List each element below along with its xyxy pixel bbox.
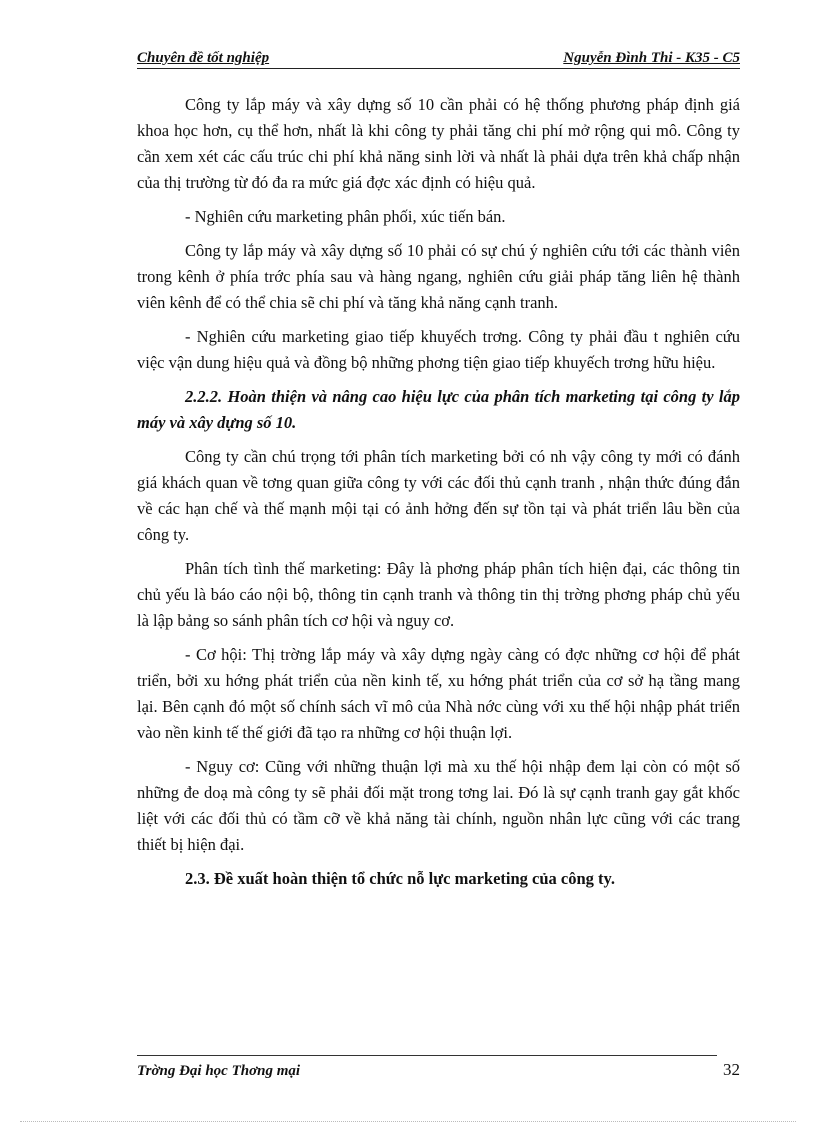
page-bottom-border (20, 1121, 796, 1122)
paragraph-distribution: Công ty lắp máy và xây dựng số 10 phải có sự chú ý nghiên cứu tới các thành viên trong kênh ở phía trớc phía sau và hàng ngang, nghiên cứu giải pháp tăng liên hệ thành viên kênh để có thể chia sẽ chi phí và tăng khả năng cạnh tranh. (137, 241, 740, 312)
section-heading-2-3: 2.3. Đề xuất hoàn thiện tổ chức nỗ lực marketing của công ty. (185, 869, 616, 888)
document-body (137, 92, 740, 900)
page-footer (137, 1060, 740, 1080)
header-author: Nguyễn Đình Thi - K35 - C5 (563, 50, 740, 66)
paragraph-analysis: Công ty cần chú trọng tới phân tích marketing bởi có nh vậy công ty mới có đánh giá khách quan về tơng quan giữa công ty với các đối thủ cạnh tranh , nhận thức đúng đắn về các hạn chế và thế mạnh mội tại có ảnh hởng đến sự tồn tại và phát triển lâu bền của công ty. (137, 447, 740, 544)
paragraph-threats: - Nguy cơ: Cũng với những thuận lợi mà xu thế hội nhập đem lại còn có một số những đe doạ mà công ty sẽ phải đối mặt trong tơng lai. Đó là sự cạnh tranh gay gắt khốc liệt với các đối thủ có tầm cỡ về khả năng tài chính, nguồn nhân lực cũng với các trang thiết bị hiện đại. (137, 757, 740, 854)
paragraph-situation-analysis: Phân tích tình thế marketing: Đây là phơng pháp phân tích hiện đại, các thông tin chủ yếu là báo cáo nội bộ, thông tin cạnh tranh và thông tin thị trờng phơng pháp chủ yếu là lập bảng so sánh phân tích cơ hội và nguy cơ. (137, 559, 740, 630)
paragraph-opportunities: - Cơ hội: Thị trờng lắp máy và xây dựng ngày càng có đợc những cơ hội để phát triển, bởi xu hớng phát triển của nền kinh tế, xu hớng phát triển của cơ sở hạ tầng mang lại. Bên cạnh đó một số chính sách vĩ mô của Nhà nớc cùng với xu thế hội nhập phát triển vào nền kinh tế thế giới đã tạo ra những cơ hội thuận lợi. (137, 645, 740, 742)
page-header (137, 50, 740, 69)
page-number: 32 (723, 1060, 740, 1079)
section-heading-2-2-2: 2.2.2. Hoàn thiện và nâng cao hiệu lực của phân tích marketing tại công ty lắp máy và xây dựng số 10. (137, 387, 740, 432)
paragraph-promotion: - Nghiên cứu marketing giao tiếp khuyếch trơng. Công ty phải đầu t nghiên cứu việc vận dung hiệu quả và đồng bộ những phơng tiện giao tiếp khuyếch trơng hữu hiệu. (137, 327, 740, 372)
header-title: Chuyên đề tốt nghiệp (137, 50, 270, 66)
paragraph-pricing: Công ty lắp máy và xây dựng số 10 cần phải có hệ thống phương pháp định giá khoa học hơn, cụ thể hơn, nhất là khi công ty phải tăng chi phí mở rộng qui mô. Công ty cần xem xét các cấu trúc chi phí khả năng sinh lời và nhất là phải dựa trên khả chấp nhận của thị trường từ đó đa ra mức giá đợc xác định có hiệu quả. (137, 95, 740, 192)
footer-school: Trờng Đại học Thơng mại (137, 1063, 301, 1079)
footer-divider (137, 1055, 717, 1056)
paragraph-distribution-heading: - Nghiên cứu marketing phân phối, xúc tiến bán. (185, 207, 506, 226)
